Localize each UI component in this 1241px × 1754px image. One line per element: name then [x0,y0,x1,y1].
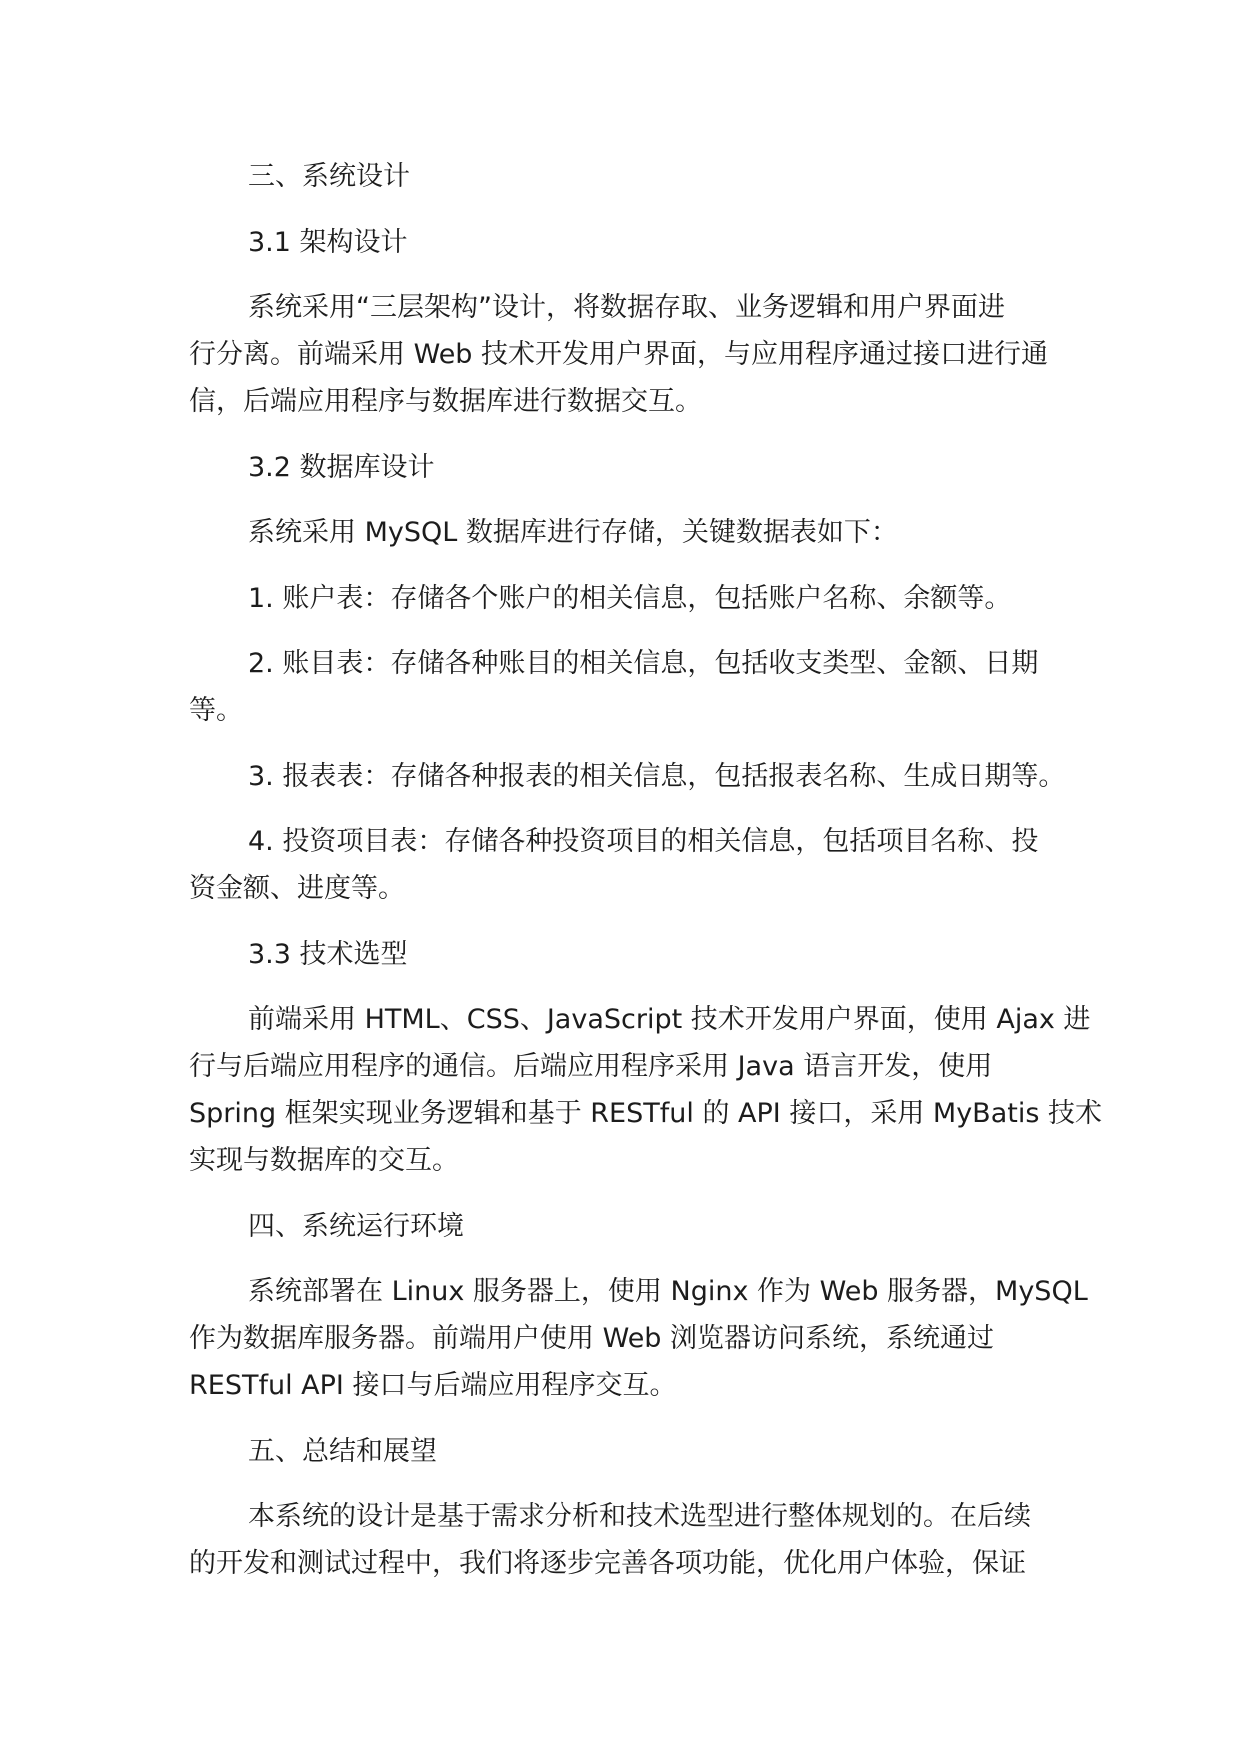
text-line: 实现与数据库的交互。 [189,1145,459,1176]
text-line: 四、系统运行环境 [248,1210,464,1242]
paragraph [189,1268,1149,1409]
text-line: 行分离。前端采用 Web 技术开发用户界面，与应用程序通过接口进行通 [189,339,1049,370]
subsection-heading [189,931,1149,978]
text-line: 三、系统设计 [248,161,410,192]
text-line: 4. 投资项目表：存储各种投资项目的相关信息，包括项目名称、投 [248,826,1039,857]
text-line: 2. 账目表：存储各种账目的相关信息，包括收支类型、金额、日期 [248,648,1039,679]
text-line: 3.3 技术选型 [248,938,408,970]
subsection-heading [189,444,1149,491]
text-line: 3.2 数据库设计 [248,451,435,483]
section-heading [189,1203,1149,1250]
text-line: 本系统的设计是基于需求分析和技术选型进行整体规划的。在后续 [248,1501,1031,1532]
section-heading [189,1428,1149,1475]
text-line: 系统采用 MySQL 数据库进行存储，关键数据表如下： [248,517,898,548]
subsection-heading [189,219,1149,266]
text-line: Spring 框架实现业务逻辑和基于 RESTful 的 API 接口，采用 MyBatis 技术 [189,1098,1102,1129]
text-line: 的开发和测试过程中，我们将逐步完善各项功能，优化用户体验，保证 [189,1548,1026,1579]
text-line: 信，后端应用程序与数据库进行数据交互。 [189,386,702,417]
list-item [189,753,1149,800]
text-line: 资金额、进度等。 [189,873,405,904]
text-line: 行与后端应用程序的通信。后端应用程序采用 Java 语言开发，使用 [189,1051,993,1082]
paragraph [189,284,1149,425]
text-line: 作为数据库服务器。前端用户使用 Web 浏览器访问系统，系统通过 [189,1323,995,1354]
text-line: RESTful API 接口与后端应用程序交互。 [189,1370,677,1401]
text-line: 系统采用“三层架构”设计，将数据存取、业务逻辑和用户界面进 [248,292,1005,323]
paragraph [189,996,1149,1184]
text-line: 五、总结和展望 [248,1435,437,1467]
text-line: 前端采用 HTML、CSS、JavaScript 技术开发用户界面，使用 Ajax 进 [248,1004,1091,1035]
section-heading [189,153,1149,200]
list-item [189,575,1149,622]
list-item [189,640,1149,734]
text-line: 系统部署在 Linux 服务器上，使用 Nginx 作为 Web 服务器，MySQL [248,1276,1088,1307]
text-line: 1. 账户表：存储各个账户的相关信息，包括账户名称、余额等。 [248,582,1012,614]
text-line: 等。 [189,695,243,726]
list-item [189,818,1149,912]
text-line: 3.1 架构设计 [248,226,408,258]
paragraph [189,1493,1149,1587]
document-page [189,153,1149,1606]
paragraph [189,509,1149,556]
text-line: 3. 报表表：存储各种报表的相关信息，包括报表名称、生成日期等。 [248,760,1066,792]
